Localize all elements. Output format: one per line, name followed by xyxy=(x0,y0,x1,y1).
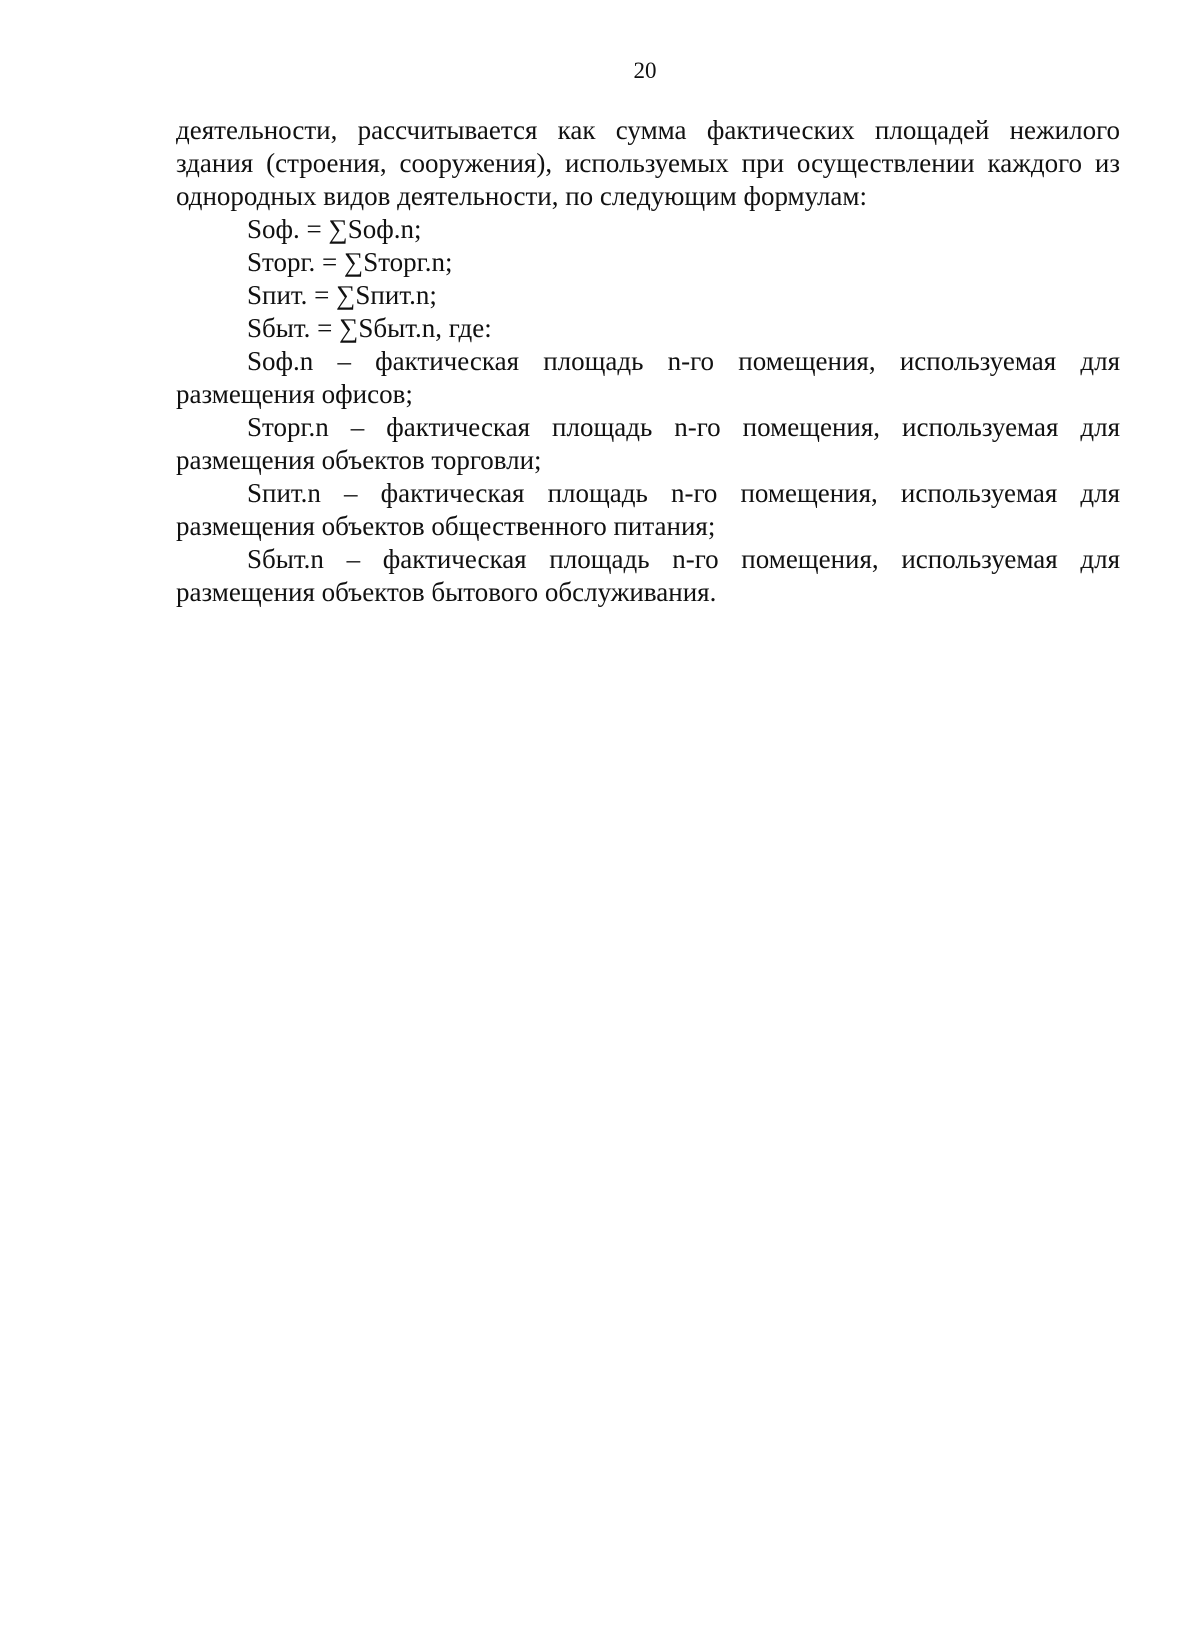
document-body xyxy=(176,114,1120,609)
definition-office: Sоф.n – фактическая площадь n-го помещения, используемая для размещения офисов; xyxy=(176,346,1120,409)
formula-trade: Sторг. = ∑Sторг.n; xyxy=(247,247,453,277)
formula-office: Sоф. = ∑Sоф.n; xyxy=(247,214,422,244)
intro-paragraph: деятельности, рассчитывается как сумма фактических площадей нежилого здания (строения, сооружения), используемых при осуществлении каждого из однородных видов деятельности, по следующим формулам: xyxy=(176,115,1120,211)
definition-household: Sбыт.n – фактическая площадь n-го помещения, используемая для размещения объектов бытового обслуживания. xyxy=(176,544,1120,607)
definition-catering: Sпит.n – фактическая площадь n-го помещения, используемая для размещения объектов общественного питания; xyxy=(176,478,1120,541)
page-number: 20 xyxy=(633,58,657,83)
formula-catering: Sпит. = ∑Sпит.n; xyxy=(247,280,437,310)
definition-trade: Sторг.n – фактическая площадь n-го помещения, используемая для размещения объектов торговли; xyxy=(176,412,1120,475)
formula-household: Sбыт. = ∑Sбыт.n, где: xyxy=(247,313,492,343)
